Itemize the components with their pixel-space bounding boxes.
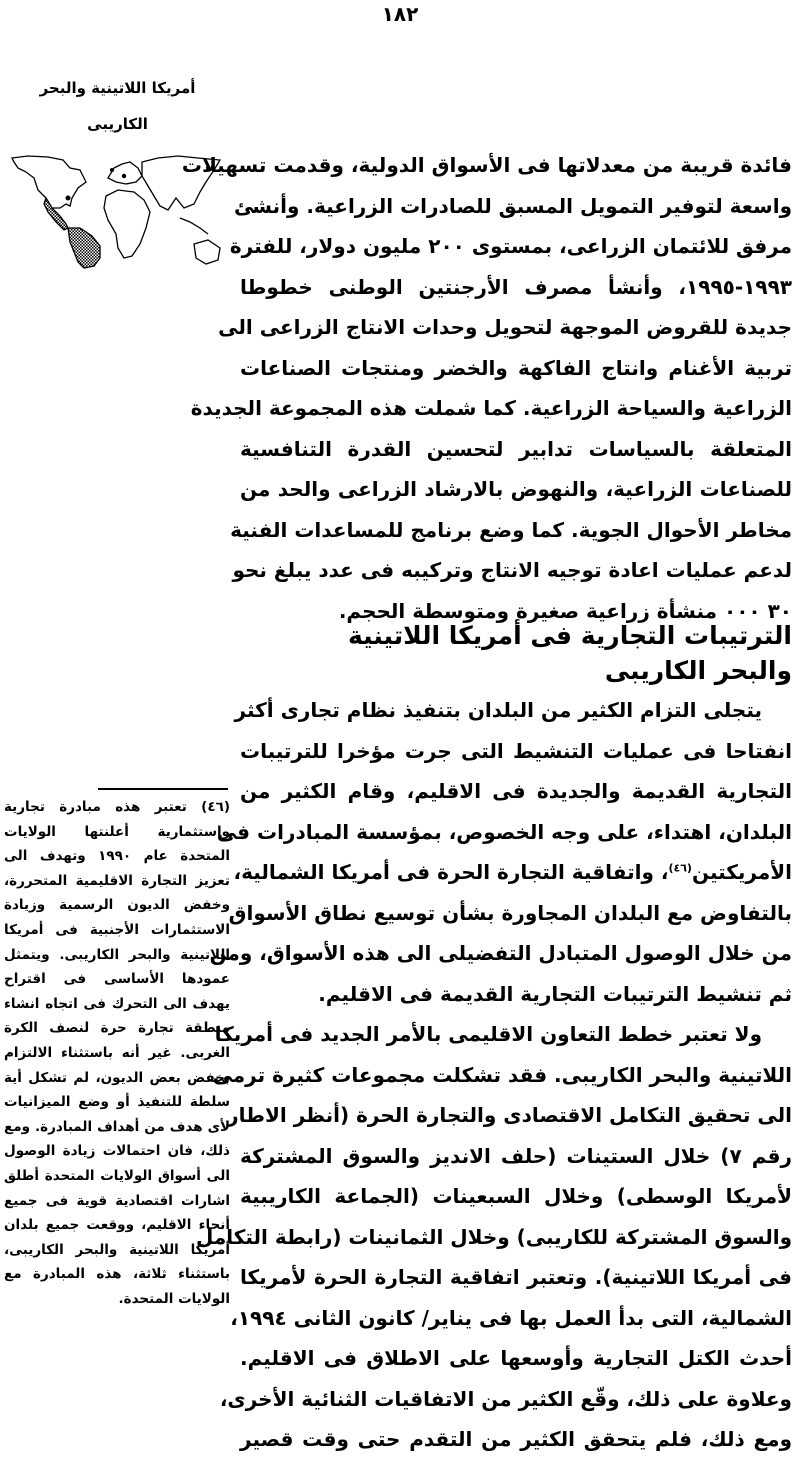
footnote-line: الغربى. غير أنه باستثناء الالتزام bbox=[4, 1044, 230, 1061]
footnote-divider bbox=[98, 788, 228, 790]
text-line: فائدة قريبة من معدلاتها فى الأسواق الدولية، وقدمت تسهيلات bbox=[181, 153, 792, 177]
footnote-line: وخفض الديون الرسمية وزيادة bbox=[4, 897, 230, 914]
footnote-line: بخفض بعض الديون، لم تشكل أية bbox=[4, 1069, 230, 1086]
section-heading bbox=[240, 618, 792, 688]
text-line: والسوق المشتركة للكاريبى) وخلال الثمانينات (رابطة التكامل bbox=[195, 1224, 792, 1249]
text-line: المتعلقة بالسياسات تدابير لتحسين القدرة التنافسية bbox=[240, 436, 792, 461]
text-line: ٣٠ ٠٠٠ منشأة زراعية صغيرة ومتوسطة الحجم. bbox=[338, 598, 792, 623]
africa-outline bbox=[104, 190, 150, 258]
indonesia-outline bbox=[180, 218, 208, 234]
footnote-line: ذلك، فان احتمالات زيادة الوصول bbox=[4, 1143, 230, 1160]
footnote-line: لأى هدف من أهداف المبادرة. ومع bbox=[4, 1118, 230, 1135]
text-line: تربية الأغنام وانتاج الفاكهة والخضر ومنتجات الصناعات bbox=[240, 355, 792, 380]
text-line: ومع ذلك، فلم يتحقق الكثير من التقدم حتى وقت قصير bbox=[240, 1427, 792, 1451]
text-line: أحدث الكتل التجارية وأوسعها على الاطلاق فى الاقليم. bbox=[240, 1346, 792, 1370]
footnote-line: اشارات اقتصادية قوية فى جميع bbox=[4, 1192, 230, 1209]
north-america-outline bbox=[12, 156, 86, 208]
footnote-line: واستثمارية أعلنتها الولايات bbox=[4, 823, 230, 840]
footnote-line: تعزيز التجارة الاقليمية المتحررة، bbox=[4, 872, 230, 889]
text-line: الشمالية، التى بدأ العمل بها فى يناير/ كانون الثانى ١٩٩٤، bbox=[230, 1305, 792, 1330]
text-line: جديدة للقروض الموجهة لتحويل وحدات الانتاج الزراعى الى bbox=[218, 315, 792, 339]
footnote-line: باستثناء ثلاثة، هذه المبادرة مع bbox=[4, 1266, 230, 1283]
footnote-line: اللاتينية والبحر الكاريبى. ويتمثل bbox=[4, 946, 230, 963]
text-line: ثم تنشيط الترتيبات التجارية القديمة فى الاقليم. bbox=[318, 981, 792, 1006]
text-line: فى أمريكا اللاتينية). وتعتبر اتفاقية التجارة الحرة لأمريكا bbox=[240, 1265, 792, 1289]
footnote-line: المتحدة عام ١٩٩٠ وتهدف الى bbox=[4, 848, 231, 865]
footnote-line: الولايات المتحدة. bbox=[118, 1290, 230, 1307]
text-line: من خلال الوصول المتبادل التفضيلى الى هذه الأسواق، ومن bbox=[209, 941, 792, 965]
text-line: يتجلى التزام الكثير من البلدان بتنفيذ نظام تجارى أكثر bbox=[234, 698, 762, 722]
south-america-outline bbox=[68, 228, 100, 268]
sidebar-title-line: الكاريبى bbox=[87, 115, 148, 133]
text-line: واسعة لتوفير التمويل المسبق للصادرات الزراعية. وأنشئ bbox=[233, 193, 792, 218]
sidebar-title-line: أمريكا اللاتينية والبحر bbox=[39, 79, 196, 97]
text-line bbox=[233, 852, 792, 893]
footnote-line: منطقة تجارة حرة لنصف الكرة bbox=[4, 1020, 230, 1037]
text-line: مخاطر الأحوال الجوية. كما وضع برنامج للمساعدات الفنية bbox=[230, 517, 792, 542]
text-line: مرفق للائتمان الزراعى، بمستوى ٢٠٠ مليون دولار، للفترة bbox=[229, 234, 792, 258]
text-line: بالتفاوض مع البلدان المجاورة بشأن توسيع نطاق الأسواق bbox=[228, 900, 792, 925]
text-line: وعلاوة على ذلك، وقّع الكثير من الاتفاقيات الثنائية الأخرى، bbox=[219, 1386, 792, 1411]
footnote-line: عمودها الأساسى فى اقتراح bbox=[4, 971, 230, 988]
text-line: الى تحقيق التكامل الاقتصادى والتجارة الحرة (أنظر الاطار bbox=[227, 1103, 792, 1127]
footnote-line: سلطة للتنفيذ أو وضع الميزانيات bbox=[4, 1094, 230, 1111]
page-number: ١٨٢ bbox=[381, 2, 419, 26]
body-paragraph-1 bbox=[181, 145, 792, 631]
footnote-line: أمريكا اللاتينية والبحر الكاريبى، bbox=[4, 1241, 230, 1258]
text-line: لدعم عمليات اعادة توجيه الانتاج وتركيبه فى عدد يبلغ نحو bbox=[232, 558, 792, 582]
text-line: اللاتينية والبحر الكاريبى. فقد تشكلت مجموعات كثيرة ترمى bbox=[212, 1062, 792, 1087]
text-line: التجارية القديمة والجديدة فى الاقليم، وقام الكثير من bbox=[240, 779, 792, 803]
footnote-46 bbox=[4, 795, 230, 1311]
sidebar-region-title bbox=[10, 70, 225, 142]
text-line: البلدان، اهتداء، على وجه الخصوص، بمؤسسة المبادرات فى bbox=[216, 819, 792, 844]
text-line: لأمريكا الوسطى) وخلال السبعينات (الجماعة الكاريبية bbox=[240, 1184, 792, 1208]
section-heading-line: الترتيبات التجارية فى أمريكا اللاتينية bbox=[347, 621, 792, 650]
text-line: الزراعية والسياحة الزراعية. كما شملت هذه المجموعة الجديدة bbox=[190, 396, 792, 420]
body-paragraph-2 bbox=[195, 690, 792, 1460]
footnote-line: يهدف الى التحرك فى اتجاه انشاء bbox=[4, 995, 230, 1012]
text-fragment: الأمريكتين bbox=[691, 860, 792, 884]
text-line: انفتاحا فى عمليات التنشيط التى جرت مؤخرا للترتيبات bbox=[240, 738, 792, 763]
text-line: ولا تعتبر خطط التعاون الاقليمى بالأمر الجديد فى أمريكا bbox=[214, 1022, 762, 1046]
footnote-reference-link[interactable]: (٤٦) bbox=[668, 861, 692, 875]
australia-outline bbox=[194, 240, 220, 264]
footnote-line: الى أسواق الولايات المتحدة أطلق bbox=[4, 1167, 230, 1184]
section-heading-line: والبحر الكاريبى bbox=[604, 656, 792, 685]
footnote-line: أنحاء الاقليم، ووقعت جميع بلدان bbox=[4, 1217, 230, 1234]
text-fragment: ، واتفاقية التجارة الحرة فى أمريكا الشمالية، bbox=[233, 860, 669, 884]
footnote-line: (٤٦) تعتبر هذه مبادرة تجارية bbox=[4, 799, 230, 815]
text-line: للصناعات الزراعية، والنهوض بالارشاد الزراعى والحد من bbox=[240, 477, 792, 501]
europe-outline bbox=[108, 162, 142, 184]
text-line: رقم ٧) خلال الستينات (حلف الانديز والسوق المشتركة bbox=[240, 1143, 792, 1168]
text-line: ١٩٩٣-١٩٩٥، وأنشأ مصرف الأرجنتين الوطنى خطوطا bbox=[240, 274, 792, 299]
footnote-line: الاستثمارات الأجنبية فى أمريكا bbox=[4, 921, 230, 938]
central-america-outline bbox=[44, 198, 68, 230]
